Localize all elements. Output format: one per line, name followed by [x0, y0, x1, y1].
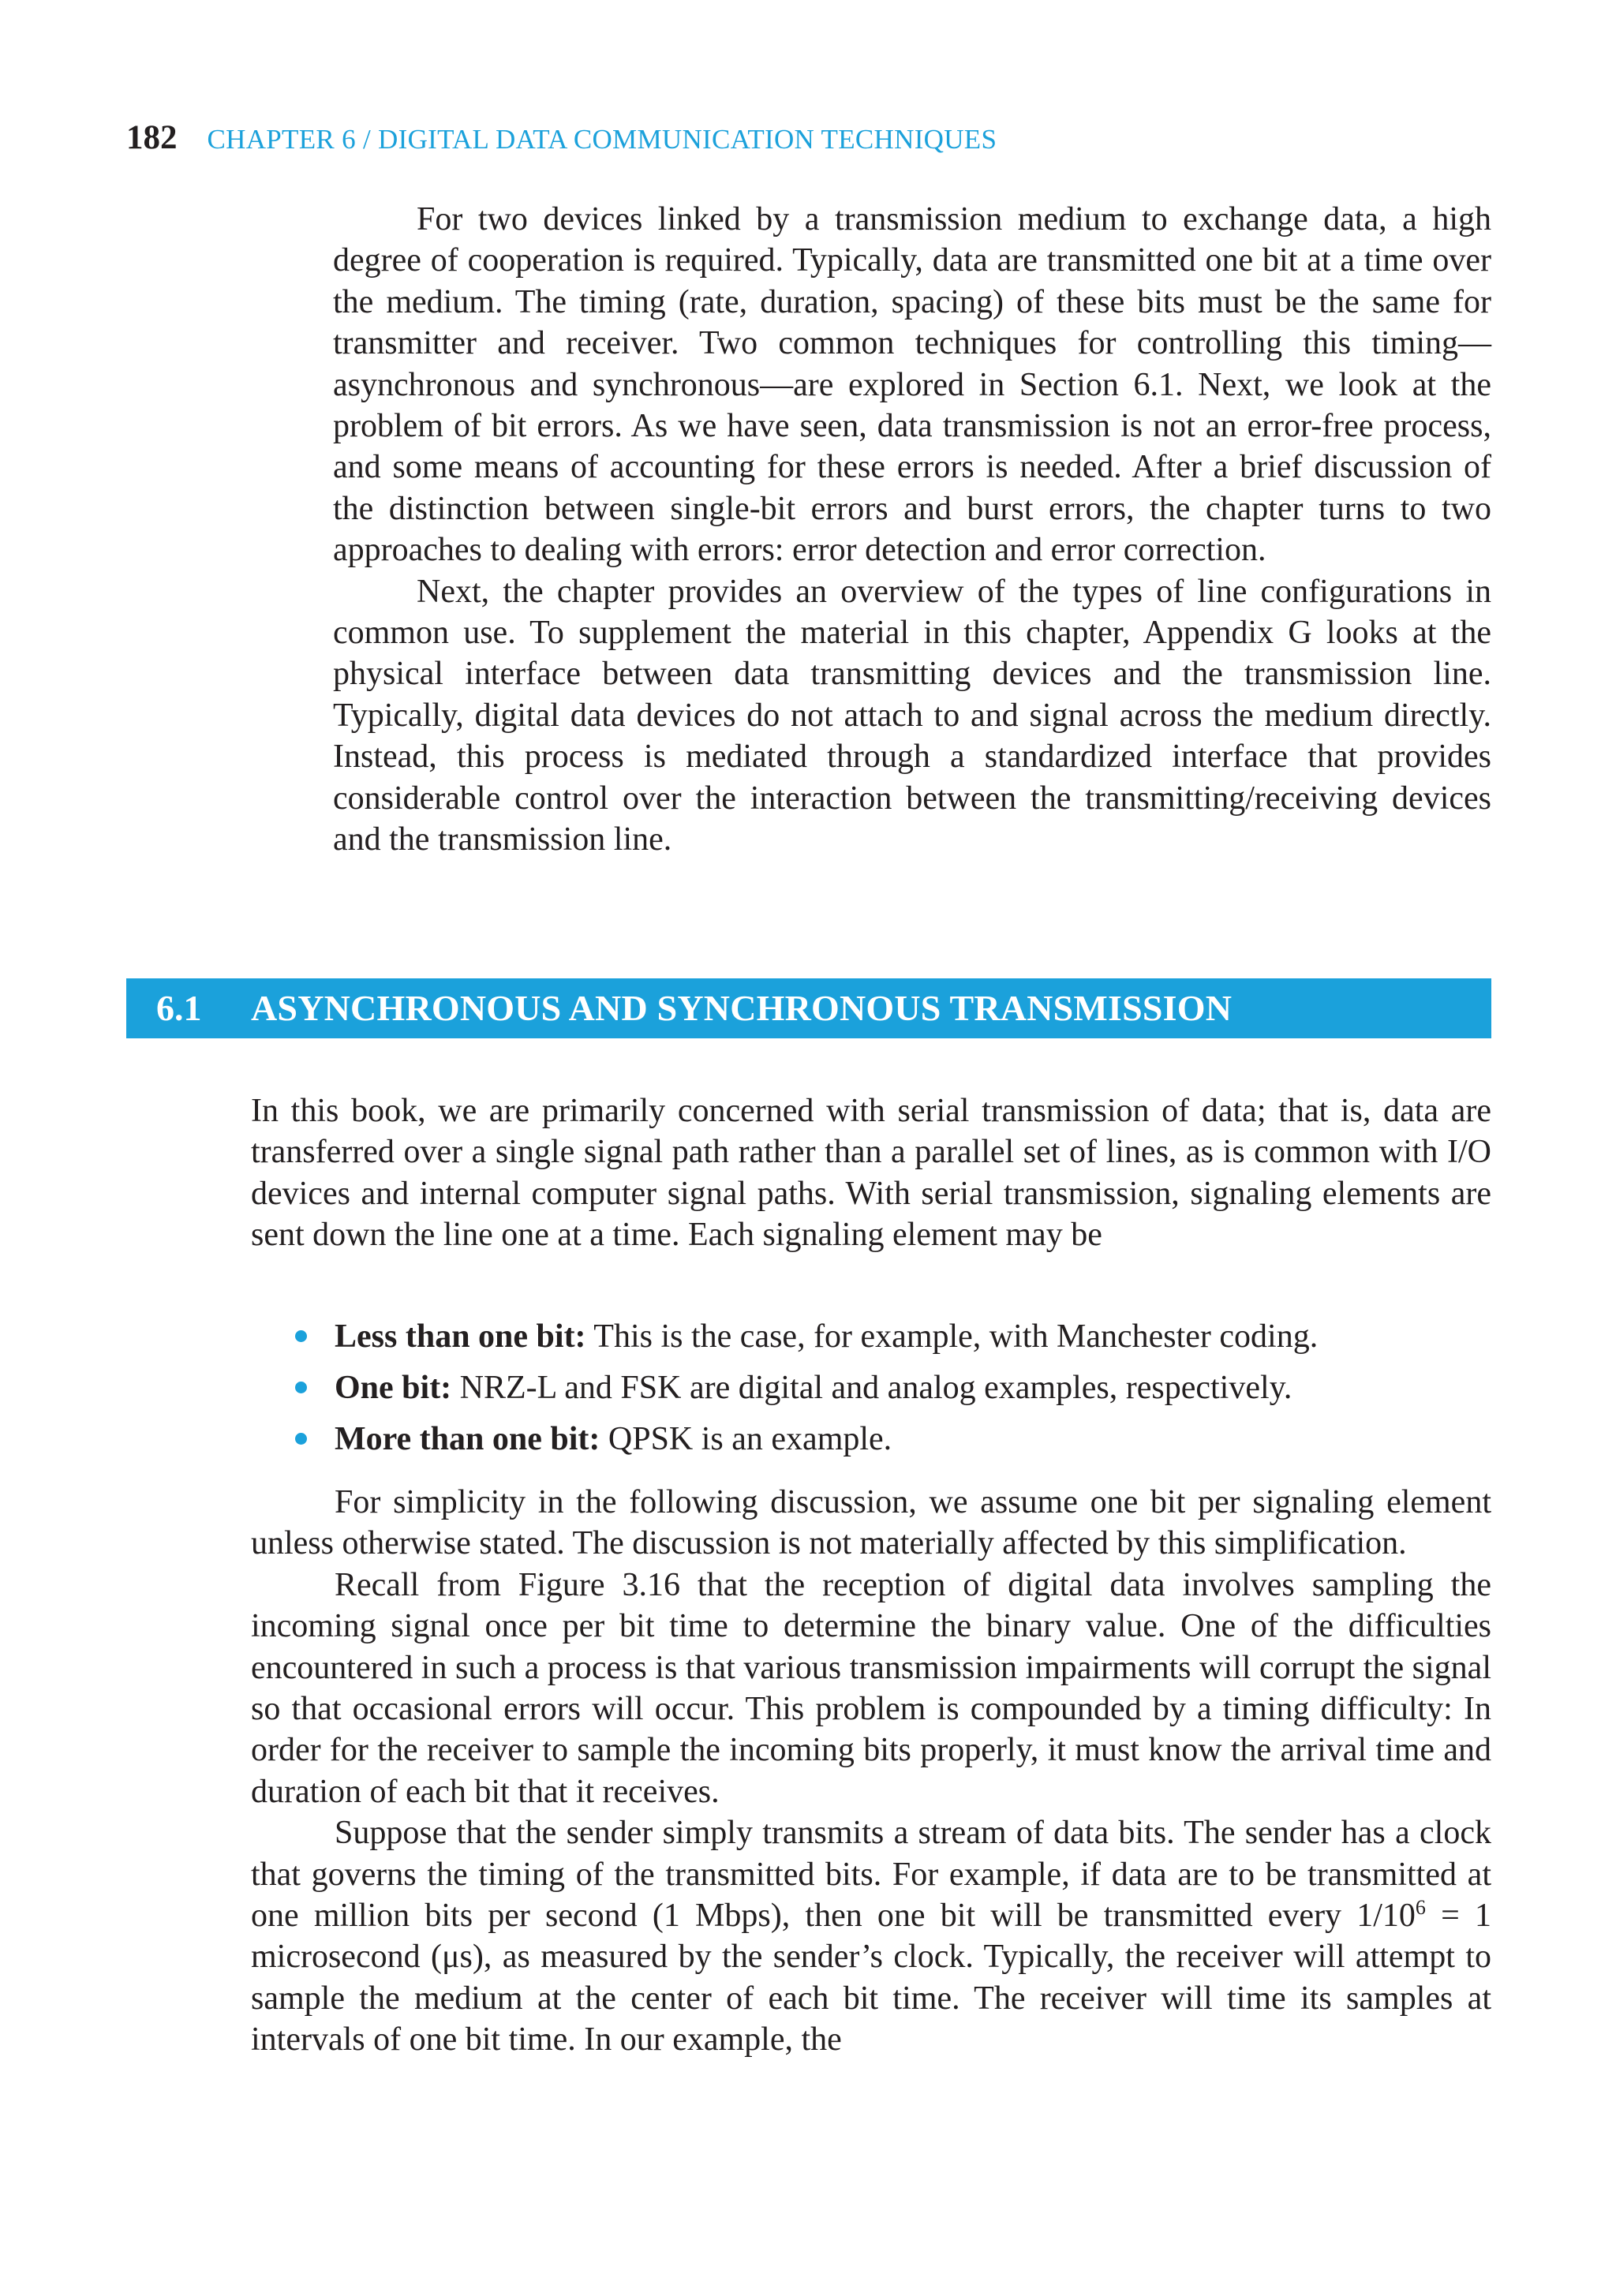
- list-item-text: QPSK is an example.: [600, 1421, 892, 1457]
- body-paragraph-4: [251, 1812, 1491, 2060]
- page-number: 182: [126, 119, 178, 156]
- intro-paragraph-1: For two devices linked by a transmission medium to exchange data, a high degree of cooperation is required. Typically, data are transmitted one bit at a time over the medium. The timing (rate, duration, spacing) of these bits must be the same for transmitter and receiver. Two common techniques for controlling this timing—asynchronous and synchronous—are explored in Section 6.1. Next, we look at the problem of bit errors. As we have seen, data transmission is not an error-free process, and some means of accounting for these errors is needed. After a brief discussion of the distinction between single-bit errors and burst errors, the chapter turns to two approaches to dealing with errors: error detection and error correction.: [333, 201, 1491, 569]
- bullet-icon: [295, 1382, 307, 1393]
- list-item-text: This is the case, for example, with Manchester coding.: [585, 1318, 1319, 1355]
- chapter-intro: [333, 199, 1491, 861]
- list-item-term: More than one bit:: [335, 1421, 600, 1457]
- chapter-title: CHAPTER 6 / DIGITAL DATA COMMUNICATION TECHNIQUES: [207, 124, 997, 155]
- body-paragraph-2: For simplicity in the following discussion, we assume one bit per signaling element unless otherwise stated. The discussion is not materially affected by this simplification.: [251, 1484, 1491, 1562]
- section-heading: [126, 978, 1491, 1038]
- body-paragraph-4-start: Suppose that the sender simply transmits a stream of data bits. The sender has a clock that governs the timing of the transmitted bits. For example, if data are to be transmitted at one million bits per second (1 Mbps), then one bit will be transmitted every 1/10: [251, 1815, 1491, 1935]
- section-title: ASYNCHRONOUS AND SYNCHRONOUS TRANSMISSION: [251, 988, 1233, 1028]
- bullet-list-container: [251, 1316, 1491, 1470]
- running-head: [126, 118, 997, 157]
- list-item: [251, 1367, 1491, 1408]
- superscript-exponent: 6: [1415, 1896, 1426, 1920]
- section-body-top: [251, 1090, 1491, 1256]
- body-paragraph-1: In this book, we are primarily concerned with serial transmission of data; that is, data are transferred over a single signal path rather than a parallel set of lines, as is common with I/O devices and internal computer signal paths. With serial transmission, signaling elements are sent down the line one at a time. Each signaling element may be: [251, 1093, 1491, 1254]
- bullet-icon: [295, 1330, 307, 1342]
- list-item: [251, 1419, 1491, 1460]
- body-paragraph-3: Recall from Figure 3.16 that the reception of digital data involves sampling the incoming signal once per bit time to determine the binary value. One of the difficulties encountered in such a process is that various transmission impairments will corrupt the signal so that occasional errors will occur. This problem is compounded by a timing difficulty: In order for the receiver to sample the incoming bits properly, it must know the arrival time and duration of each bit that it receives.: [251, 1566, 1491, 1810]
- section-body-bottom: [251, 1482, 1491, 2061]
- body-paragraph-4-end: = 1 microsecond (μs), as measured by the sender’s clock. Typically, the receiver will attempt to sample the medium at the center of each bit time. The receiver will time its samples at intervals of one bit time. In our example, the: [251, 1898, 1491, 2059]
- list-item: [251, 1316, 1491, 1357]
- bullet-list: [251, 1316, 1491, 1460]
- bullet-icon: [295, 1433, 307, 1445]
- list-item-term: Less than one bit:: [335, 1318, 586, 1355]
- intro-paragraph-2: Next, the chapter provides an overview of the types of line configurations in common use. To supplement the material in this chapter, Appendix G looks at the physical interface between data transmitting devices and the transmission line. Typically, digital data devices do not attach to and signal across the medium directly. Instead, this process is mediated through a standardized interface that provides considerable control over the interaction between the transmitting/receiving devices and the transmission line.: [333, 573, 1491, 858]
- section-number: 6.1: [156, 988, 202, 1028]
- list-item-term: One bit:: [335, 1370, 452, 1406]
- list-item-text: NRZ-L and FSK are digital and analog examples, respectively.: [451, 1370, 1292, 1406]
